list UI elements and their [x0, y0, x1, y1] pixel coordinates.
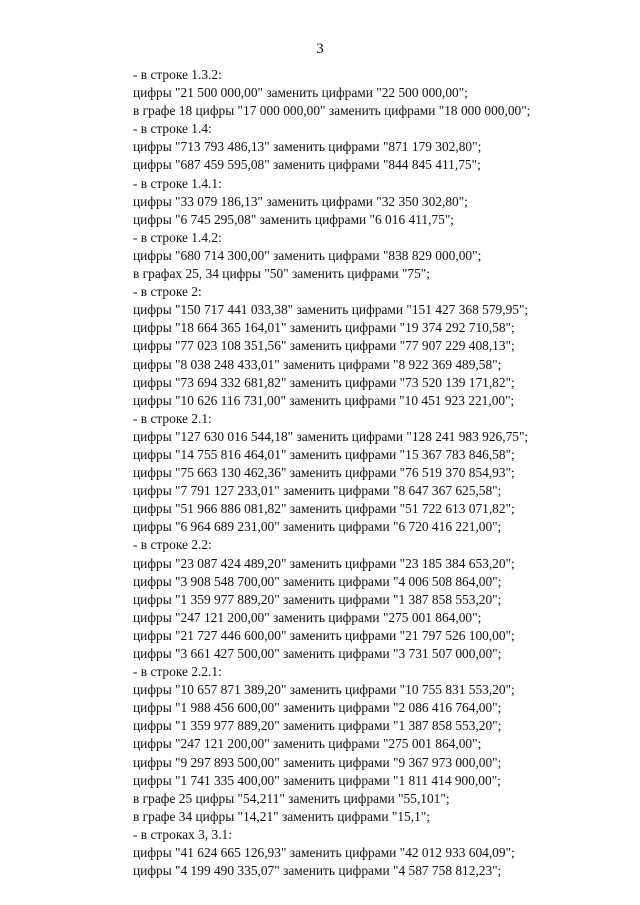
text-line: цифры "41 624 665 126,93" заменить цифрами "42 012 933 604,09"; [133, 845, 515, 861]
page-number: 3 [316, 41, 324, 57]
text-line: цифры "3 908 548 700,00" заменить цифрами "4 006 508 864,00"; [133, 573, 502, 589]
text-line: цифры "10 626 116 731,00" заменить цифрами "10 451 923 221,00"; [133, 392, 515, 408]
text-line: цифры "75 663 130 462,36" заменить цифрами "76 519 370 854,93"; [133, 465, 515, 481]
text-line: - в строке 2.1: [133, 410, 212, 426]
text-line: - в строке 1.4.1: [133, 175, 222, 191]
text-line: цифры "3 661 427 500,00" заменить цифрами "3 731 507 000,00"; [133, 646, 502, 661]
text-line: цифры "23 087 424 489,20" заменить цифрами "23 185 384 653,20"; [133, 555, 515, 571]
text-line: цифры "21 500 000,00" заменить цифрами "22 500 000,00"; [133, 85, 468, 101]
text-line: - в строке 2.2.1: [133, 664, 222, 680]
text-line: цифры "73 694 332 681,82" заменить цифрами "73 520 139 171,82"; [133, 374, 515, 390]
text-line: цифры "247 121 200,00" заменить цифрами "275 001 864,00"; [133, 609, 482, 625]
text-line: цифры "7 791 127 233,01" заменить цифрами "8 647 367 625,58"; [133, 483, 502, 499]
document-body [133, 66, 613, 880]
text-line: в графе 25 цифры "54,211" заменить цифрами "55,101"; [133, 790, 450, 806]
text-line: цифры "9 297 893 500,00" заменить цифрами "9 367 973 000,00"; [133, 754, 502, 770]
text-line: цифры "127 630 016 544,18" заменить цифрами "128 241 983 926,75"; [133, 428, 529, 444]
text-line: - в строке 1.3.2: [133, 67, 222, 82]
text-line: цифры "4 199 490 335,07" заменить цифрами "4 587 758 812,23"; [133, 863, 502, 879]
text-line: цифры "33 079 186,13" заменить цифрами "32 350 302,80"; [133, 193, 468, 209]
text-line: цифры "680 714 300,00" заменить цифрами "838 829 000,00"; [133, 247, 482, 263]
text-line: - в строке 2: [133, 284, 202, 300]
text-line: цифры "150 717 441 033,38" заменить цифрами "151 427 368 579,95"; [133, 302, 529, 318]
text-line: цифры "10 657 871 389,20" заменить цифрами "10 755 831 553,20"; [133, 682, 515, 698]
text-line: цифры "713 793 486,13" заменить цифрами "871 179 302,80"; [133, 139, 482, 155]
text-line: цифры "247 121 200,00" заменить цифрами "275 001 864,00"; [133, 736, 482, 752]
text-line: в графе 18 цифры "17 000 000,00" заменить цифрами "18 000 000,00"; [133, 103, 531, 119]
text-line: в графах 25, 34 цифры "50" заменить цифрами "75"; [133, 266, 430, 282]
text-line: цифры "18 664 365 164,01" заменить цифрами "19 374 292 710,58"; [133, 320, 515, 336]
text-line: цифры "14 755 816 464,01" заменить цифрами "15 367 783 846,58"; [133, 446, 515, 462]
text-line: цифры "687 459 595,08" заменить цифрами "844 845 411,75"; [133, 157, 481, 173]
text-line: - в строке 2.2: [133, 537, 212, 553]
text-line: цифры "77 023 108 351,56" заменить цифрами "77 907 229 408,13"; [133, 338, 515, 354]
text-line: цифры "1 359 977 889,20" заменить цифрами "1 387 858 553,20"; [133, 718, 502, 734]
text-line: - в строке 1.4.2: [133, 229, 222, 245]
text-line: цифры "8 038 248 433,01" заменить цифрами "8 922 369 489,58"; [133, 356, 502, 372]
text-line: цифры "6 745 295,08" заменить цифрами "6 016 411,75"; [133, 211, 455, 227]
text-line: цифры "21 727 446 600,00" заменить цифрами "21 797 526 100,00"; [133, 627, 515, 643]
text-line: - в строках 3, 3.1: [133, 826, 232, 842]
text-line: цифры "1 988 456 600,00" заменить цифрами "2 086 416 764,00"; [133, 700, 502, 716]
text-line: цифры "1 359 977 889,20" заменить цифрами "1 387 858 553,20"; [133, 591, 502, 607]
text-line: в графе 34 цифры "14,21" заменить цифрами "15,1"; [133, 808, 430, 824]
text-line: цифры "1 741 335 400,00" заменить цифрами "1 811 414 900,00"; [133, 772, 501, 788]
text-line: - в строке 1.4: [133, 121, 212, 137]
text-line: цифры "6 964 689 231,00" заменить цифрами "6 720 416 221,00"; [133, 519, 502, 535]
text-line: цифры "51 966 886 081,82" заменить цифрами "51 722 613 071,82"; [133, 501, 515, 517]
